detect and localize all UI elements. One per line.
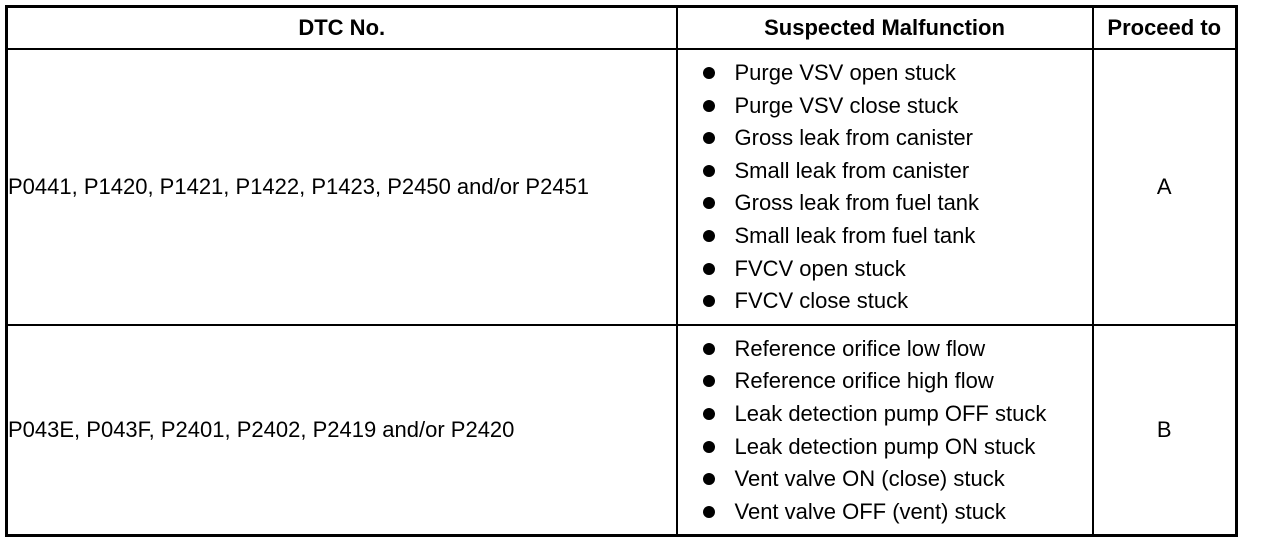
header-dtc-no: DTC No. <box>7 7 677 50</box>
list-item <box>678 365 1092 398</box>
malfunction-text: FVCV close stuck <box>734 288 909 314</box>
list-item <box>678 90 1092 123</box>
malfunction-text: Gross leak from fuel tank <box>734 190 980 216</box>
list-item <box>678 122 1092 155</box>
table-row <box>7 325 1237 536</box>
bullet-icon <box>703 67 715 79</box>
malfunction-text: Vent valve ON (close) stuck <box>734 466 1005 492</box>
proceed-to-cell: B <box>1093 325 1237 536</box>
bullet-icon <box>703 197 715 209</box>
malfunction-list <box>678 326 1092 535</box>
table-header-row <box>7 7 1237 50</box>
bullet-icon <box>703 132 715 144</box>
list-item <box>678 57 1092 90</box>
bullet-icon <box>703 100 715 112</box>
malfunction-text: Small leak from canister <box>734 157 970 183</box>
bullet-icon <box>703 473 715 485</box>
list-item <box>678 253 1092 286</box>
bullet-icon <box>703 506 715 518</box>
list-item <box>678 463 1092 496</box>
list-item <box>678 285 1092 318</box>
malfunction-text: Reference orifice low flow <box>734 335 986 361</box>
malfunction-text: Leak detection pump OFF stuck <box>734 400 1047 426</box>
bullet-icon <box>703 263 715 275</box>
malfunction-cell <box>677 325 1093 536</box>
malfunction-text: Purge VSV open stuck <box>734 60 956 85</box>
bullet-icon <box>703 165 715 177</box>
bullet-icon <box>703 408 715 420</box>
malfunction-text: Vent valve OFF (vent) stuck <box>734 498 1006 524</box>
table-row <box>7 49 1237 325</box>
dtc-codes-cell: P043E, P043F, P2401, P2402, P2419 and/or P2420 <box>7 325 677 536</box>
header-proceed-to: Proceed to <box>1093 7 1237 50</box>
bullet-icon <box>703 441 715 453</box>
malfunction-text: FVCV open stuck <box>734 255 906 281</box>
malfunction-text: Leak detection pump ON stuck <box>734 433 1036 459</box>
list-item <box>678 496 1092 529</box>
list-item <box>678 333 1092 366</box>
list-item <box>678 220 1092 253</box>
bullet-icon <box>703 230 715 242</box>
malfunction-text: Gross leak from canister <box>734 125 973 151</box>
malfunction-text: Reference orifice high flow <box>734 368 994 394</box>
bullet-icon <box>703 343 715 355</box>
malfunction-text: Small leak from fuel tank <box>734 222 976 248</box>
list-item <box>678 398 1092 431</box>
dtc-codes-cell: P0441, P1420, P1421, P1422, P1423, P2450 and/or P2451 <box>7 49 677 325</box>
malfunction-text: Purge VSV close stuck <box>734 92 959 118</box>
list-item <box>678 155 1092 188</box>
bullet-icon <box>703 375 715 387</box>
malfunction-cell <box>677 49 1093 325</box>
dtc-table <box>5 5 1238 537</box>
bullet-icon <box>703 295 715 307</box>
malfunction-list <box>678 50 1092 324</box>
header-suspected-malfunction: Suspected Malfunction <box>677 7 1093 50</box>
list-item <box>678 431 1092 464</box>
proceed-to-cell: A <box>1093 49 1237 325</box>
list-item <box>678 187 1092 220</box>
